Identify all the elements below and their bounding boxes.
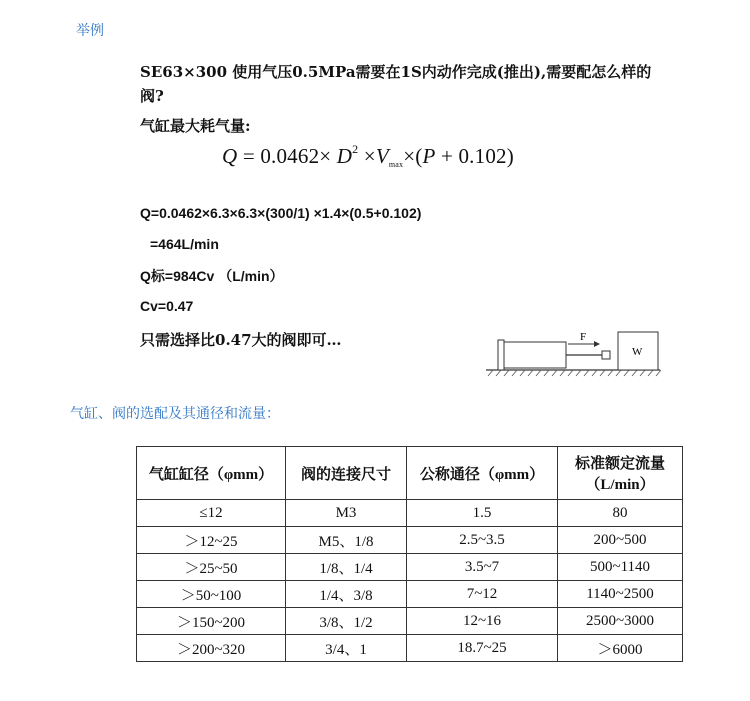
table-row: ＞25~50 1/8、1/4 3.5~7 500~1140 bbox=[137, 554, 683, 581]
force-label: F bbox=[580, 331, 587, 343]
table-row: ＞12~25 M5、1/8 2.5~3.5 200~500 bbox=[137, 527, 683, 554]
table-header-row bbox=[137, 447, 683, 500]
cylinder-valve-flow-table bbox=[136, 446, 683, 662]
problem-line-2: 阀? bbox=[140, 87, 164, 105]
table-row: ＞150~200 3/8、1/2 12~16 2500~3000 bbox=[137, 608, 683, 635]
header-rated-flow: 标准额定流量 （L/min） bbox=[558, 447, 683, 500]
conclusion-line: 只需选择比0.47大的阀即可… bbox=[140, 331, 342, 349]
example-label: 举例 bbox=[76, 23, 104, 39]
section-title: 气缸、阀的选配及其通径和流量： bbox=[70, 406, 280, 422]
result-line: =464L/min bbox=[150, 236, 219, 252]
header-bore: 气缸缸径（φmm） bbox=[137, 447, 286, 500]
cylinder-force-diagram bbox=[484, 326, 664, 380]
table-row: ＞50~100 1/4、3/8 7~12 1140~2500 bbox=[137, 581, 683, 608]
q-standard-line: Q标=984Cv （L/min） bbox=[140, 268, 284, 284]
weight-label: W bbox=[632, 346, 643, 358]
problem-statement bbox=[140, 60, 700, 108]
max-air-consumption-label: 气缸最大耗气量: bbox=[140, 117, 251, 135]
air-consumption-formula: $Q = 0.0462\times D^2 \times Vmax\times(P + 0.102)$ bbox=[222, 142, 514, 169]
table-row: ≤12 M3 1.5 80 bbox=[137, 500, 683, 527]
header-connection: 阀的连接尺寸 bbox=[286, 447, 407, 500]
calculation-line: Q=0.0462×6.3×6.3×(300/1) ×1.4×(0.5+0.102) bbox=[140, 205, 422, 221]
cv-line: Cv=0.47 bbox=[140, 298, 194, 314]
problem-line-1: SE63×300 使用气压0.5MPa需要在1S内动作完成(推出),需要配怎么样的 bbox=[140, 63, 652, 81]
header-nominal-diameter: 公称通径（φmm） bbox=[407, 447, 558, 500]
table-row: ＞200~320 3/4、1 18.7~25 ＞6000 bbox=[137, 635, 683, 662]
